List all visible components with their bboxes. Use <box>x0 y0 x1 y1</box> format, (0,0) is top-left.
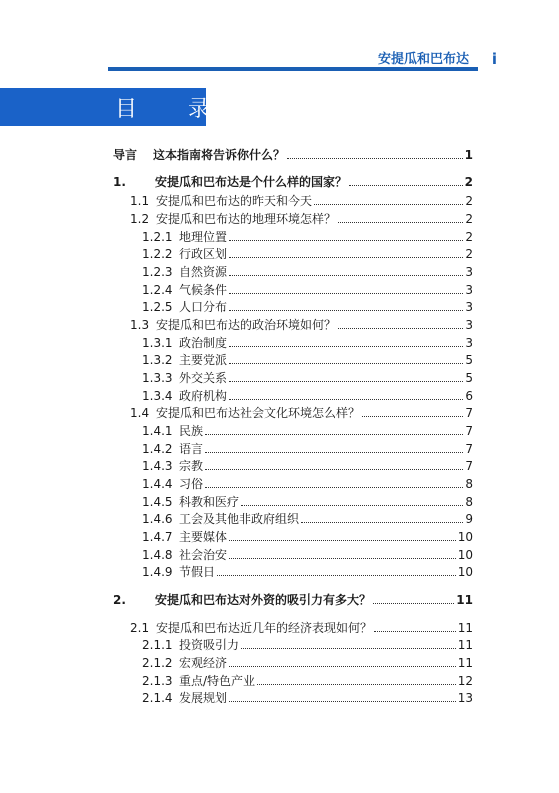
toc-entry[interactable] <box>142 476 473 492</box>
toc-entry-number: 2.1.4 <box>142 691 173 705</box>
dot-leader <box>229 293 463 294</box>
toc-entry-title: 安提瓜和巴布达的昨天和今天 <box>156 194 313 208</box>
dot-leader <box>229 666 456 667</box>
toc-entry-number: 1.2.4 <box>142 283 173 297</box>
toc-entry-page: 3 <box>465 318 473 332</box>
toc-entry-title: 社会治安 <box>179 548 228 562</box>
toc-entry-number: 1.4.4 <box>142 477 173 491</box>
toc-title: 目 录 <box>115 97 232 122</box>
toc-entry[interactable] <box>142 547 473 563</box>
toc-entry-title: 宗教 <box>179 459 204 473</box>
toc-entry-number: 1.3.1 <box>142 336 173 350</box>
toc-entry-number: 1.4.6 <box>142 512 173 526</box>
toc-entry[interactable] <box>142 352 473 368</box>
toc-entry-title: 自然资源 <box>179 265 228 279</box>
toc-entry-number: 1.3.2 <box>142 353 173 367</box>
toc-entry[interactable] <box>142 655 473 671</box>
toc-entry[interactable] <box>142 423 473 439</box>
toc-entry-title: 工会及其他非政府组织 <box>179 512 300 526</box>
toc-entry-title: 宏观经济 <box>179 656 228 670</box>
toc-entry-title: 科教和医疗 <box>179 495 240 509</box>
dot-leader <box>229 363 463 364</box>
toc-entry-title: 行政区划 <box>179 247 228 261</box>
toc-entry[interactable] <box>142 441 473 457</box>
toc-entry-title: 人口分布 <box>179 300 228 314</box>
toc-entry[interactable] <box>142 246 473 262</box>
toc-entry-title: 主要党派 <box>179 353 228 367</box>
toc-entry-number: 1.3.3 <box>142 371 173 385</box>
toc-entry-number: 1.2.2 <box>142 247 173 261</box>
toc-entry-page: 11 <box>456 593 473 607</box>
toc-entry[interactable] <box>142 335 473 351</box>
toc-entry[interactable] <box>142 529 473 545</box>
running-header-title: 安提瓜和巴布达 <box>377 52 469 67</box>
toc-entry-page: 7 <box>465 406 473 420</box>
toc-entry-title: 安提瓜和巴布达的政治环境如何？ <box>156 318 337 332</box>
dot-leader <box>349 185 463 186</box>
dot-leader <box>217 575 456 576</box>
toc-entry-page: 1 <box>464 148 473 162</box>
toc-entry-title: 安提瓜和巴布达近几年的经济表现如何？ <box>156 621 373 635</box>
toc-entry-title: 重点/特色产业 <box>179 674 256 688</box>
toc-entry-number: 1.2 <box>130 212 150 226</box>
toc-entry-title: 安提瓜和巴布达的地理环境怎样？ <box>156 212 337 226</box>
toc-entry-page: 8 <box>465 477 473 491</box>
toc-entry-number: 1.4.1 <box>142 424 173 438</box>
toc-entry[interactable] <box>142 370 473 386</box>
dot-leader <box>338 328 463 329</box>
toc-entry-title: 节假日 <box>179 565 216 579</box>
toc-entry-page: 13 <box>457 691 473 705</box>
toc-entry-page: 8 <box>465 495 473 509</box>
toc-entry-title: 习俗 <box>179 477 204 491</box>
dot-leader <box>287 158 463 159</box>
dot-leader <box>205 452 463 453</box>
toc-entry-number: 1.4.2 <box>142 442 173 456</box>
dot-leader <box>314 204 463 205</box>
toc-entry[interactable] <box>130 211 473 227</box>
toc-entry-number: 1. <box>113 175 126 189</box>
toc-entry-title: 安提瓜和巴布达社会文化环境怎么样？ <box>156 406 361 420</box>
dot-leader <box>205 469 463 470</box>
toc-entry[interactable] <box>142 229 473 245</box>
page-number: i <box>491 50 497 68</box>
dot-leader <box>205 487 463 488</box>
dot-leader <box>362 416 463 417</box>
toc-entry-page: 3 <box>465 283 473 297</box>
toc-entry-number: 1.2.5 <box>142 300 173 314</box>
toc-entry-number: 1.4.8 <box>142 548 173 562</box>
toc-entry-number: 导言 <box>113 148 138 162</box>
toc-entry-page: 7 <box>465 459 473 473</box>
toc-entry-page: 7 <box>465 442 473 456</box>
toc-entry-page: 5 <box>465 353 473 367</box>
toc-entry-number: 2.1.3 <box>142 674 173 688</box>
dot-leader <box>257 684 456 685</box>
toc-entry-page: 12 <box>457 674 473 688</box>
toc-entry[interactable] <box>113 592 473 608</box>
toc-entry-title: 安提瓜和巴布达对外资的吸引力有多大？ <box>155 593 372 607</box>
dot-leader <box>374 631 456 632</box>
toc-entry-number: 1.4 <box>130 406 150 420</box>
toc-entry-number: 1.4.7 <box>142 530 173 544</box>
toc-entry-page: 7 <box>465 424 473 438</box>
toc-entry[interactable] <box>142 299 473 315</box>
dot-leader <box>229 257 463 258</box>
toc-entry-page: 6 <box>465 389 473 403</box>
toc-entry[interactable] <box>130 620 473 636</box>
toc-entry[interactable] <box>142 388 473 404</box>
dot-leader <box>229 701 456 702</box>
toc-entry[interactable] <box>113 174 473 190</box>
toc-entry-page: 2 <box>465 194 473 208</box>
toc-entry[interactable] <box>130 405 473 421</box>
toc-entry[interactable] <box>142 690 473 706</box>
toc-entry-page: 3 <box>465 265 473 279</box>
toc-entry-title: 气候条件 <box>179 283 228 297</box>
toc-entry-title: 投资吸引力 <box>179 638 240 652</box>
toc-entry-page: 9 <box>465 512 473 526</box>
toc-entry-number: 1.3.4 <box>142 389 173 403</box>
toc-entry-page: 11 <box>457 638 473 652</box>
toc-entry-title: 语言 <box>179 442 204 456</box>
toc-entry-page: 3 <box>465 300 473 314</box>
toc-entry-number: 2.1 <box>130 621 150 635</box>
header-rule <box>108 67 478 71</box>
dot-leader <box>229 310 463 311</box>
dot-leader <box>229 346 463 347</box>
dot-leader <box>229 558 456 559</box>
toc-entry-number: 1.2.3 <box>142 265 173 279</box>
toc-entry-page: 5 <box>465 371 473 385</box>
dot-leader <box>229 381 463 382</box>
toc-entry[interactable] <box>142 637 473 653</box>
toc-entry-number: 2. <box>113 593 126 607</box>
toc-entry-title: 主要媒体 <box>179 530 228 544</box>
toc-entry-page: 2 <box>465 230 473 244</box>
toc-entry-number: 1.3 <box>130 318 150 332</box>
toc-entry[interactable] <box>113 147 473 163</box>
toc-entry-number: 1.4.5 <box>142 495 173 509</box>
dot-leader <box>241 648 456 649</box>
toc-entry-number: 2.1.2 <box>142 656 173 670</box>
dot-leader <box>241 505 463 506</box>
toc-entry-title: 政治制度 <box>179 336 228 350</box>
dot-leader <box>229 275 463 276</box>
toc-entry-title: 外交关系 <box>179 371 228 385</box>
dot-leader <box>373 603 454 604</box>
toc-entry[interactable] <box>142 673 473 689</box>
toc-entry-page: 10 <box>457 548 473 562</box>
toc-entry-number: 2.1.1 <box>142 638 173 652</box>
dot-leader <box>229 399 463 400</box>
toc-entry-title: 发展规划 <box>179 691 228 705</box>
toc-entry-page: 3 <box>465 336 473 350</box>
toc-entry-page: 2 <box>465 212 473 226</box>
toc-entry-number: 1.4.9 <box>142 565 173 579</box>
toc-entry[interactable] <box>142 564 473 580</box>
toc-entry-title: 安提瓜和巴布达是个什么样的国家？ <box>155 175 348 189</box>
dot-leader <box>205 434 463 435</box>
toc-entry-page: 10 <box>457 530 473 544</box>
toc-entry-page: 10 <box>457 565 473 579</box>
toc-entry[interactable] <box>142 458 473 474</box>
dot-leader <box>338 222 463 223</box>
toc-entry[interactable] <box>130 193 473 209</box>
toc-entry-title: 这本指南将告诉你什么？ <box>153 148 286 162</box>
dot-leader <box>301 522 463 523</box>
toc-entry[interactable] <box>142 494 473 510</box>
toc-entry-page: 11 <box>457 656 473 670</box>
dot-leader <box>229 540 456 541</box>
toc-entry-number: 1.1 <box>130 194 150 208</box>
toc-entry-page: 2 <box>464 175 473 189</box>
toc-entry-title: 政府机构 <box>179 389 228 403</box>
toc-entry-page: 2 <box>465 247 473 261</box>
toc-entry-title: 地理位置 <box>179 230 228 244</box>
toc-entry-number: 1.2.1 <box>142 230 173 244</box>
toc-entry-title: 民族 <box>179 424 204 438</box>
toc-entry-page: 11 <box>457 621 473 635</box>
toc-entry[interactable] <box>130 317 473 333</box>
toc-entry-number: 1.4.3 <box>142 459 173 473</box>
toc-entry[interactable] <box>142 282 473 298</box>
dot-leader <box>229 240 463 241</box>
toc-entry[interactable] <box>142 511 473 527</box>
toc-entry[interactable] <box>142 264 473 280</box>
